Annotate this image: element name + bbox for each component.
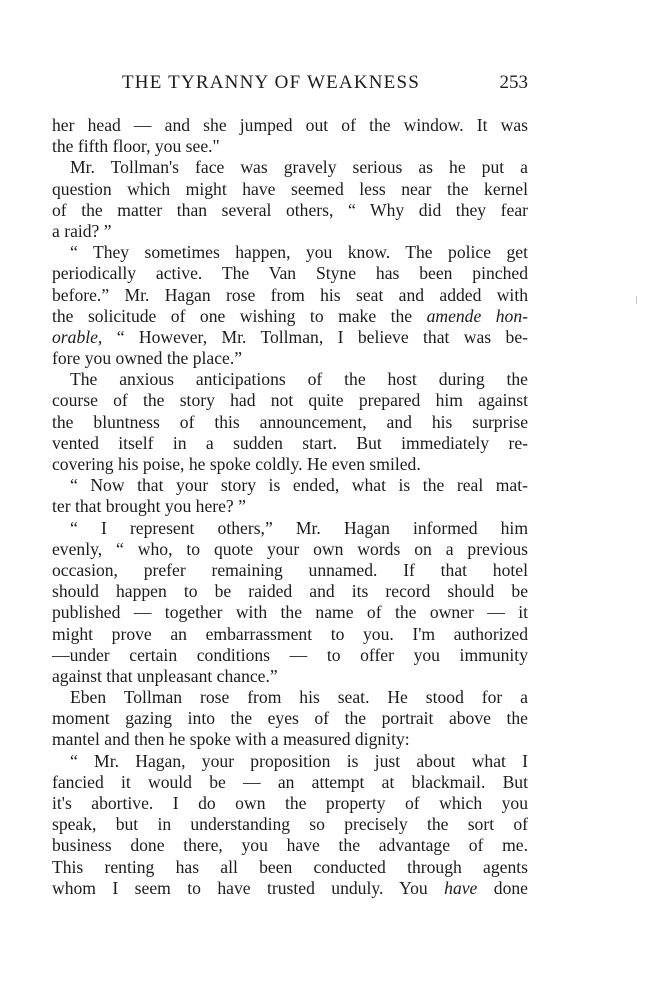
text-line bbox=[52, 751, 528, 772]
line-text: vented itself in a sudden start. But immediately re- bbox=[52, 432, 528, 453]
text-line bbox=[52, 645, 528, 666]
line-text: before.” Mr. Hagan rose from his seat and added with bbox=[52, 284, 528, 305]
line-text: —under certain conditions — to offer you immunity bbox=[52, 644, 528, 665]
line-text: occasion, prefer remaining unnamed. If that hotel bbox=[52, 559, 528, 580]
line-text: course of the story had not quite prepared him against bbox=[52, 390, 528, 411]
body-text bbox=[52, 115, 528, 899]
text-line bbox=[52, 602, 528, 623]
text-line bbox=[52, 475, 528, 496]
text-line bbox=[52, 793, 528, 814]
line-text: fancied it would be — an attempt at blackmail. But bbox=[52, 771, 528, 792]
text-line bbox=[52, 179, 528, 200]
line-text: The anxious anticipations of the host during the bbox=[70, 369, 528, 390]
text-line bbox=[52, 857, 528, 878]
text-line bbox=[52, 412, 528, 433]
italic-text: amende hon- bbox=[426, 305, 528, 326]
line-text: might prove an embarrassment to you. I'm authorized bbox=[52, 623, 528, 644]
line-text: question which might have seemed less near the kernel bbox=[52, 178, 528, 199]
text-line bbox=[52, 687, 528, 708]
line-text: Eben Tollman rose from his seat. He stood for a bbox=[70, 687, 528, 708]
page-number: 253 bbox=[499, 72, 528, 93]
text-line bbox=[52, 348, 528, 369]
line-text: ter that brought you here? ” bbox=[52, 496, 246, 517]
line-text: the fifth floor, you see." bbox=[52, 136, 220, 157]
text-line bbox=[52, 560, 528, 581]
text-line bbox=[52, 285, 528, 306]
text-line bbox=[52, 581, 528, 602]
text-line bbox=[52, 390, 528, 411]
line-text: business done there, you have the advantage of me. bbox=[52, 835, 528, 856]
line-text-after: done bbox=[477, 877, 528, 898]
text-line bbox=[52, 433, 528, 454]
text-line bbox=[52, 136, 528, 157]
line-text: should happen to be raided and its record should be bbox=[52, 581, 528, 602]
line-text: “ Now that your story is ended, what is the real mat- bbox=[70, 475, 528, 496]
line-text: of the matter than several others, “ Why did they fear bbox=[52, 199, 528, 220]
text-line bbox=[52, 814, 528, 835]
margin-mark bbox=[636, 296, 637, 304]
text-line bbox=[52, 242, 528, 263]
line-text: “ They sometimes happen, you know. The police get bbox=[70, 242, 528, 263]
text-line bbox=[52, 729, 528, 750]
running-head bbox=[52, 72, 528, 98]
text-line bbox=[52, 221, 528, 242]
text-line bbox=[52, 263, 528, 284]
text-line bbox=[52, 835, 528, 856]
text-line bbox=[52, 772, 528, 793]
line-text: “ I represent others,” Mr. Hagan informed him bbox=[70, 517, 528, 538]
line-text: against that unpleasant chance.” bbox=[52, 665, 278, 686]
line-text: covering his poise, he spoke coldly. He even smiled. bbox=[52, 454, 421, 474]
line-text-after: “ However, Mr. Tollman, I believe that was be- bbox=[102, 326, 528, 347]
text-line bbox=[52, 369, 528, 390]
line-text: it's abortive. I do own the property of which you bbox=[52, 793, 528, 813]
italic-text: orable, bbox=[52, 326, 103, 347]
line-text: periodically active. The Van Styne has been pinched bbox=[52, 263, 528, 284]
line-text: published — together with the name of the owner — it bbox=[52, 602, 528, 623]
text-line bbox=[52, 327, 528, 348]
text-line bbox=[52, 454, 528, 475]
text-line bbox=[52, 624, 528, 645]
text-line bbox=[52, 496, 528, 517]
line-text: speak, but in understanding so precisely the sort of bbox=[52, 814, 528, 835]
text-line bbox=[52, 306, 528, 327]
line-text: This renting has all been conducted through agents bbox=[52, 856, 528, 877]
line-text: the bluntness of this announcement, and his surprise bbox=[52, 411, 528, 432]
line-text: fore you owned the place.” bbox=[52, 348, 243, 369]
text-line bbox=[52, 200, 528, 221]
text-line bbox=[52, 708, 528, 729]
text-line bbox=[52, 539, 528, 560]
italic-text: have bbox=[444, 877, 478, 898]
line-text: moment gazing into the eyes of the portrait above the bbox=[52, 708, 528, 729]
text-line bbox=[52, 115, 528, 136]
text-line bbox=[52, 878, 528, 899]
line-text: Mr. Tollman's face was gravely serious as he put a bbox=[70, 157, 528, 178]
running-title: THE TYRANNY OF WEAKNESS bbox=[122, 72, 421, 93]
line-text: evenly, “ who, to quote your own words on a previous bbox=[52, 538, 528, 559]
text-line bbox=[52, 518, 528, 539]
text-line bbox=[52, 157, 528, 178]
line-text: a raid? ” bbox=[52, 220, 112, 241]
line-text: her head — and she jumped out of the window. It was bbox=[52, 115, 528, 135]
line-text: the solicitude of one wishing to make the bbox=[52, 305, 413, 326]
line-text: mantel and then he spoke with a measured dignity: bbox=[52, 729, 410, 750]
text-line bbox=[52, 666, 528, 687]
line-text: whom I seem to have trusted unduly. You bbox=[52, 877, 428, 898]
line-text: “ Mr. Hagan, your proposition is just about what I bbox=[70, 750, 528, 771]
